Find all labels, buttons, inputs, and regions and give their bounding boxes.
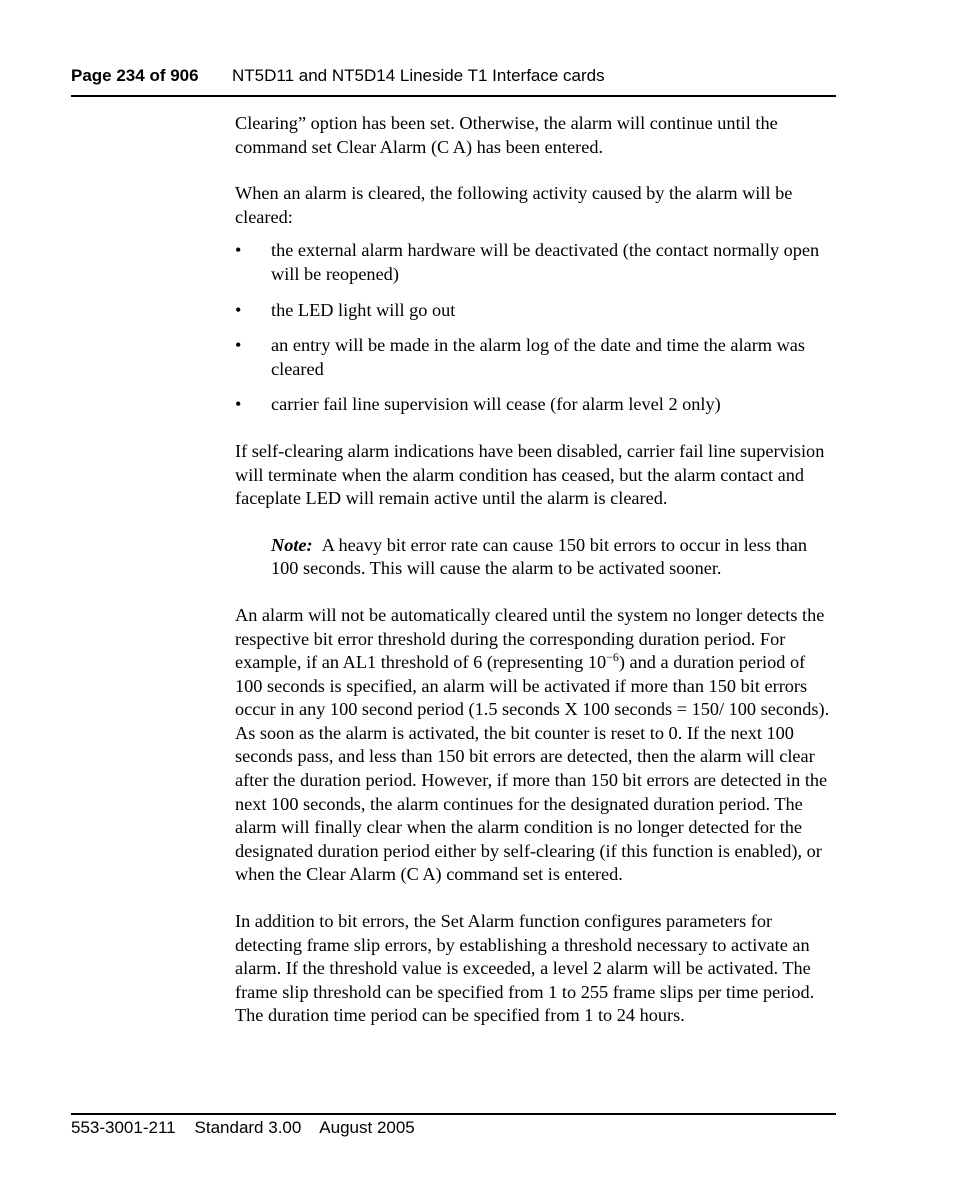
exponent: −6 [606,650,619,665]
list-item: • the external alarm hardware will be deactivated (the contact normally open will be reopened) [235,240,820,284]
note-block [271,534,835,581]
document-date: August 2005 [319,1118,415,1137]
list-item: • carrier fail line supervision will cease (for alarm level 2 only) [235,393,835,417]
paragraph-self-clearing: If self-clearing alarm indications have been disabled, carrier fail line supervision will terminate when the alarm condition has ceased, but the alarm contact and faceplate LED will remain active until the alarm is cleared. [235,440,825,509]
paragraph-alarm-cleared: When an alarm is cleared, the following activity caused by the alarm will be cleared: [235,183,793,227]
page-header [71,66,835,86]
note-label: Note: [271,534,313,555]
document-title: NT5D11 and NT5D14 Lineside T1 Interface cards [232,66,605,85]
page-body [235,112,835,1028]
cleared-activity-list [235,239,835,417]
document-standard: Standard 3.00 [194,1118,302,1137]
bullet-icon: • [235,394,242,415]
paragraph-clearing: Clearing” option has been set. Otherwise, the alarm will continue until the command set Clear Alarm (C A) has been entered. [235,113,778,157]
page-number: Page 234 of 906 [71,66,199,85]
note-text: A heavy bit error rate can cause 150 bit errors to occur in less than 100 seconds. This will cause the alarm to be activated sooner. [271,534,808,579]
footer-rule [71,1113,836,1115]
header-rule [71,95,836,97]
bullet-icon: • [235,299,242,320]
page-footer [71,1118,415,1138]
list-item: • an entry will be made in the alarm log of the date and time the alarm was cleared [235,335,806,379]
paragraph-frame-slip: In addition to bit errors, the Set Alarm function configures parameters for detecting frame slip errors, by establishing a threshold necessary to activate an alarm. If the threshold value is exceeded, a level 2 alarm will be activated. The frame slip threshold can be specified from 1 to 255 frame slips per time period. The duration time period can be specified from 1 to 24 hours. [235,911,815,1026]
list-item: • the LED light will go out [235,299,835,323]
paragraph-bit-error-threshold: An alarm will not be automatically cleared until the system no longer detects the respective bit error threshold during the corresponding duration period. For example, if an AL1 threshold of 6 (representing $10^{-6}$) and a duration period of 100 seconds is specified, an alarm will be activated if more than 150 bit errors occur in any 100 second period (1.5 seconds X 100 seconds = 150/ 100 seconds). As soon as the alarm is activated, the bit counter is reset to 0. If the next 100 seconds pass, and less than 150 bit errors are detected, then the alarm will clear after the duration period. However, if more than 150 bit errors are detected in the next 100 seconds, the alarm continues for the designated duration period. The alarm will finally clear when the alarm condition is no longer detected for the designated duration period either by self-clearing (if this function is enabled), or when the Clear Alarm (C A) command set is entered. [235,604,830,885]
document-number: 553-3001-211 [71,1118,176,1137]
bullet-icon: • [235,335,242,356]
bullet-icon: • [235,240,242,261]
